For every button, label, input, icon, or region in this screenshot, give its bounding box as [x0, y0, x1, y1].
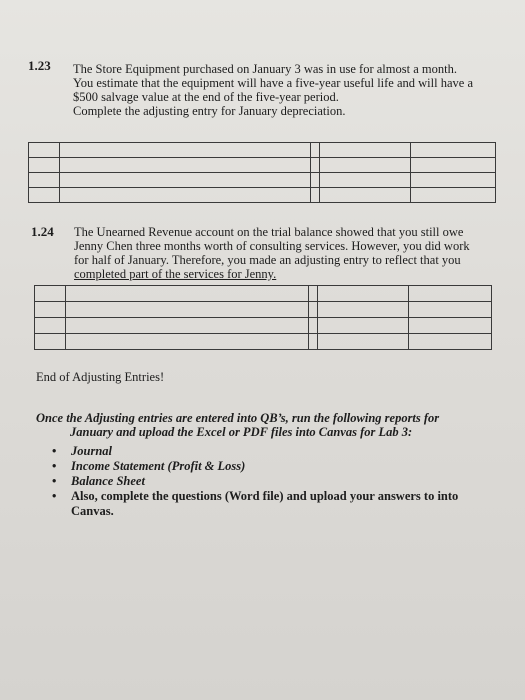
report-item-income-statement: • Income Statement (Profit & Loss)	[52, 459, 246, 473]
problem-1-23-line-1: The Store Equipment purchased on January 3 was in use for almost a month.	[73, 62, 457, 76]
bullet-icon: •	[52, 459, 57, 473]
problem-1-24-line-4: completed part of the services for Jenny.	[74, 267, 277, 281]
problem-text-1-23	[73, 62, 473, 118]
problem-1-24-line-2: Jenny Chen three months worth of consulting services. However, you did work	[74, 239, 470, 253]
instructions-line-1: Once the Adjusting entries are entered into QB’s, run the following reports for	[36, 411, 440, 425]
report-item-balance-sheet: • Balance Sheet	[52, 474, 145, 488]
bullet-icon: •	[52, 489, 57, 503]
report-list	[52, 444, 458, 519]
problem-number-1-23: 1.23	[28, 58, 51, 73]
problem-number-1-24: 1.24	[31, 224, 54, 239]
problem-1-24-line-1: The Unearned Revenue account on the trial balance showed that you still owe	[74, 225, 464, 239]
report-item-questions: • Also, complete the questions (Word file) and upload your answers to into Canvas.	[52, 489, 459, 518]
instructions-line-2: January and upload the Excel or PDF files into Canvas for Lab 3:	[70, 425, 413, 439]
report-item-journal: • Journal	[52, 444, 112, 458]
problem-text-1-24	[74, 225, 470, 281]
end-of-adjusting-entries: End of Adjusting Entries!	[36, 370, 165, 384]
journal-entry-grid-1-24	[34, 285, 492, 350]
problem-1-23-line-2: You estimate that the equipment will have a five-year useful life and will have a	[73, 76, 473, 90]
report-instructions	[36, 411, 439, 439]
journal-entry-grid-1-23	[28, 142, 496, 203]
problem-1-23-line-3: $500 salvage value at the end of the five-year period.	[73, 90, 339, 104]
bullet-icon: •	[52, 474, 57, 488]
problem-1-24-line-3: for half of January. Therefore, you made an adjusting entry to reflect that you	[74, 253, 461, 267]
problem-1-23-line-4: Complete the adjusting entry for January depreciation.	[73, 104, 346, 118]
bullet-icon: •	[52, 444, 57, 458]
